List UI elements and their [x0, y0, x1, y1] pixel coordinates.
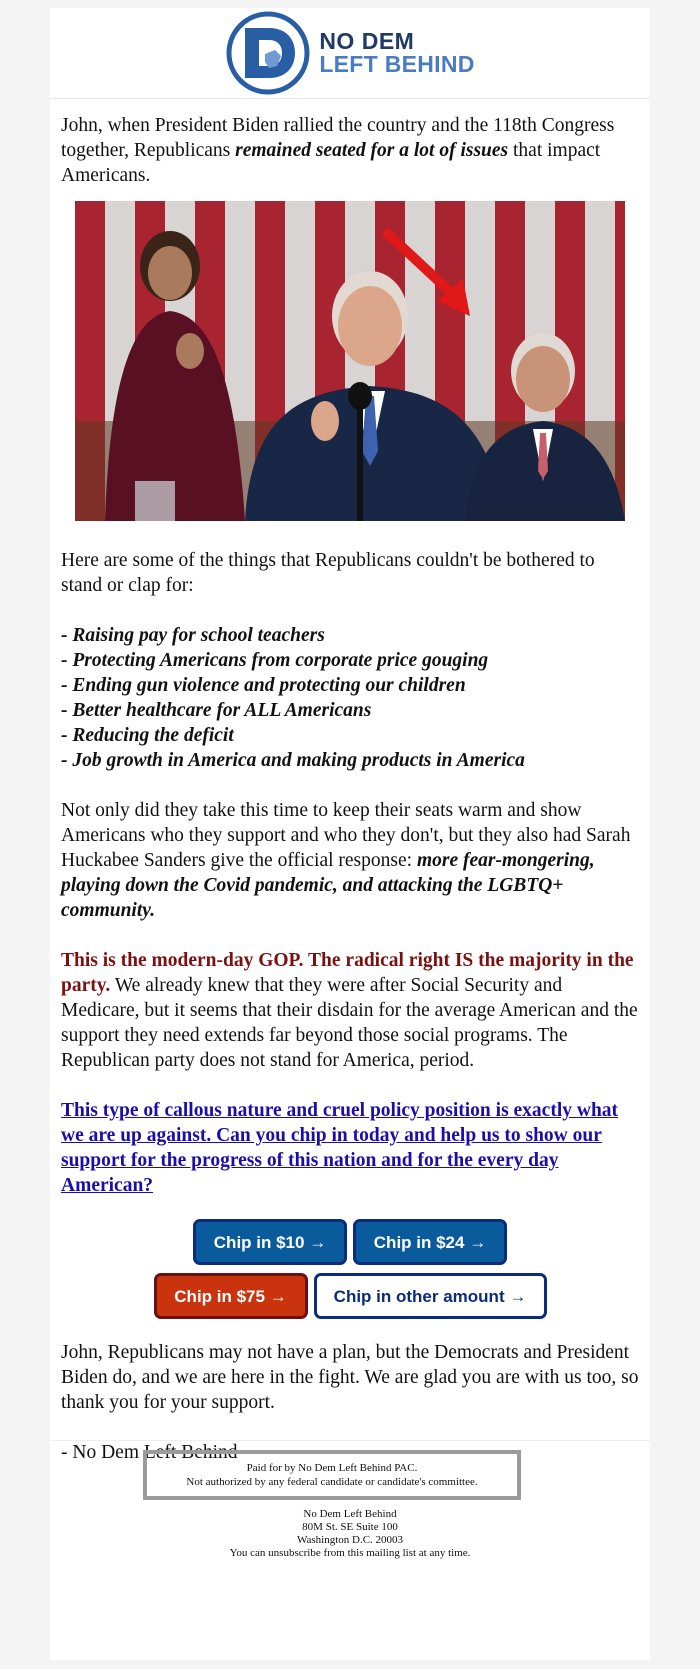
chip-in-10-button[interactable]: Chip in $10 →	[193, 1219, 347, 1265]
gop-paragraph	[61, 948, 639, 1073]
list-item: - Reducing the deficit	[61, 725, 234, 746]
gop-text: We already knew that they were after Social Security and Medicare, but it seems that their disdain for the average American and the support they need extends far beyond those social programs. The Republican party does not stand for America, period.	[61, 975, 638, 1071]
chip-in-75-button[interactable]: Chip in $75 →	[154, 1273, 308, 1319]
issues-intro: Here are some of the things that Republicans couldn't be bothered to stand or clap for:	[61, 550, 595, 596]
address-street: 80M St. SE Suite 100	[302, 1521, 398, 1533]
logo-line-2: LEFT BEHIND	[319, 51, 475, 77]
list-item: - Raising pay for school teachers	[61, 625, 325, 646]
list-item: - Ending gun violence and protecting our children	[61, 675, 466, 696]
donate-link[interactable]: This type of callous nature and cruel policy position is exactly what we are up against. Can you chip in today and help us to show our support for the progress of this nation and for the every day American?	[61, 1100, 619, 1196]
response-paragraph	[61, 798, 639, 923]
response-text: Not only did they take this time to keep their seats warm and show Americans who they support and who they don't, but they also had Sarah Huckabee Sanders give the official response:	[61, 800, 631, 871]
list-item: - Job growth in America and making products in America	[61, 750, 525, 771]
header-logo[interactable]	[50, 8, 650, 99]
unsubscribe-text[interactable]: You can unsubscribe from this mailing list at any time.	[229, 1547, 471, 1559]
chip-in-24-button[interactable]: Chip in $24 →	[353, 1219, 507, 1265]
signature: - No Dem Left Behind	[61, 1442, 238, 1463]
logo-wordmark	[319, 30, 474, 76]
state-of-the-union-photo	[75, 201, 625, 521]
intro-emphasis: remained seated for a lot of issues	[235, 140, 509, 161]
disclaimer-line-2: Not authorized by any federal candidate or candidate's committee.	[186, 1476, 478, 1488]
logo-line-1: NO DEM	[319, 28, 415, 54]
response-emphasis: more fear-mongering, playing down the Covid pandemic, and attacking the LGBTQ+ community.	[61, 850, 595, 921]
paid-for-disclaimer	[143, 1450, 521, 1500]
address-city: Washington D.C. 20003	[296, 1534, 404, 1546]
disclaimer-line-1: Paid for by No Dem Left Behind PAC.	[246, 1462, 418, 1474]
issues-list	[61, 623, 639, 773]
photo-illustration	[75, 201, 625, 521]
email-content	[50, 113, 650, 1465]
button-row-2	[61, 1273, 639, 1319]
list-item: - Protecting Americans from corporate price gouging	[61, 650, 489, 671]
footer-address	[50, 1508, 650, 1560]
list-item: - Better healthcare for ALL Americans	[61, 700, 372, 721]
intro-text-after: that impact Americans.	[61, 140, 601, 186]
donation-buttons	[61, 1219, 639, 1319]
ndlb-logo-icon	[225, 10, 311, 96]
gop-highlight: This is the modern-day GOP. The radical right IS the majority in the party.	[61, 950, 634, 996]
footer-divider	[50, 1440, 650, 1441]
address-name: No Dem Left Behind	[303, 1508, 397, 1520]
chip-in-other-button[interactable]: Chip in other amount →	[314, 1273, 547, 1319]
closing-paragraph: John, Republicans may not have a plan, but the Democrats and President Biden do, and we are here in the fight. We are glad you are with us too, so thank you for your support.	[61, 1342, 639, 1413]
email-body	[50, 8, 650, 1660]
button-row-1	[61, 1219, 639, 1265]
intro-text-before: John, when President Biden rallied the country and the 118th Congress together, Republicans	[61, 115, 615, 161]
intro-paragraph	[61, 113, 639, 188]
